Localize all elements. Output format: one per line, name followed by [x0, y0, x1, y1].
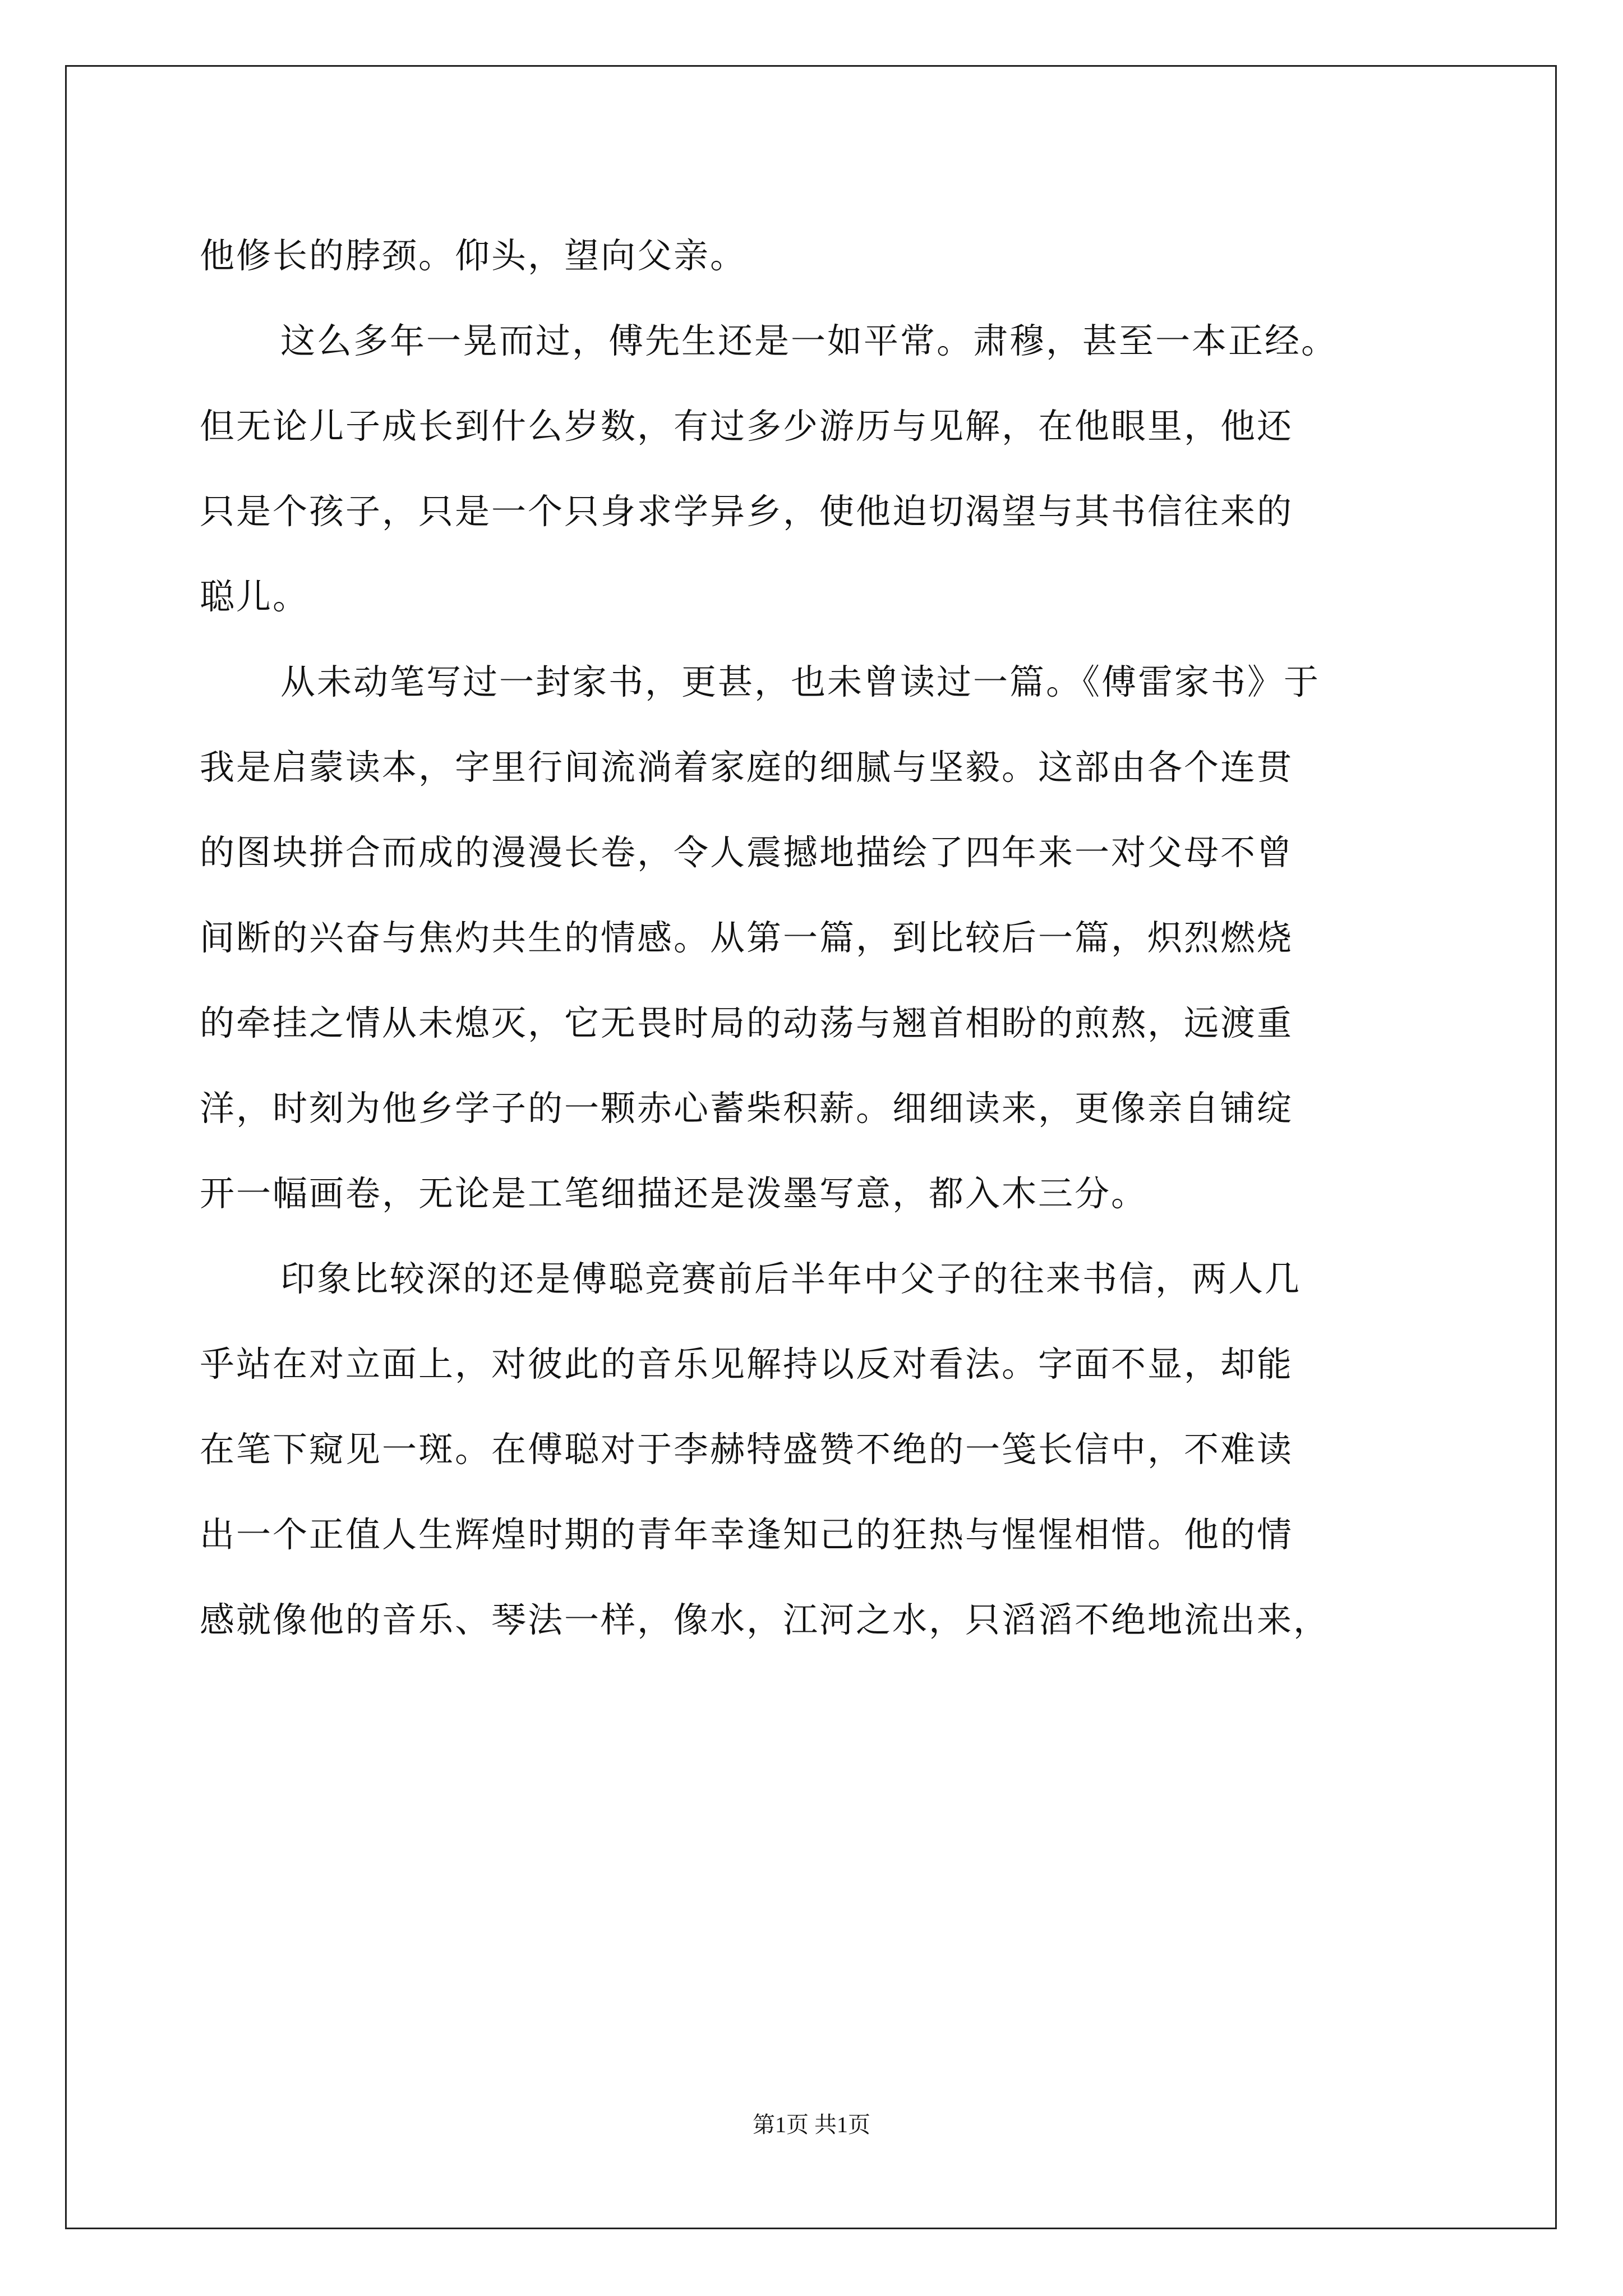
text-line: 洋，时刻为他乡学子的一颗赤心蓄柴积薪。细细读来，更像亲自铺绽: [200, 1088, 1294, 1129]
text-line: 乎站在对立面上，对彼此的音乐见解持以反对看法。字面不显，却能: [200, 1343, 1294, 1384]
document-body: [200, 213, 1422, 1663]
paragraph-first-line: 这么多年一晃而过，傅先生还是一如平常。肃穆，甚至一本正经。: [280, 320, 1338, 361]
text-line: 聪儿。: [200, 576, 310, 617]
text-line: 我是启蒙读本，字里行间流淌着家庭的细腻与坚毅。这部由各个连贯: [200, 747, 1294, 788]
paragraph-first-line: 从未动笔写过一封家书，更甚，也未曾读过一篇。《傅雷家书》于: [280, 661, 1321, 702]
text-line: 开一幅画卷，无论是工笔细描还是泼墨写意，都入木三分。: [200, 1173, 1148, 1214]
text-line: 感就像他的音乐、琴法一样，像水，江河之水，只滔滔不绝地流出来，: [200, 1599, 1330, 1640]
text-line: 的牵挂之情从未熄灭，它无畏时局的动荡与翘首相盼的煎熬，远渡重: [200, 1002, 1294, 1043]
text-line: 在笔下窥见一斑。在傅聪对于李赫特盛赞不绝的一笺长信中，不难读: [200, 1429, 1294, 1470]
text-line: 出一个正值人生辉煌时期的青年幸逢知己的狂热与惺惺相惜。他的情: [200, 1514, 1294, 1555]
page-number-footer: 第1页 共1页: [753, 2112, 870, 2137]
text-line: 他修长的脖颈。仰头，望向父亲。: [200, 235, 747, 276]
text-line: 间断的兴奋与焦灼共生的情感。从第一篇，到比较后一篇，炽烈燃烧: [200, 917, 1294, 958]
text-line: 的图块拼合而成的漫漫长卷，令人震撼地描绘了四年来一对父母不曾: [200, 832, 1294, 873]
text-line: 但无论儿子成长到什么岁数，有过多少游历与见解，在他眼里，他还: [200, 406, 1294, 447]
text-line: 只是个孩子，只是一个只身求学异乡，使他迫切渴望与其书信往来的: [200, 491, 1294, 532]
paragraph-first-line: 印象比较深的还是傅聪竞赛前后半年中父子的往来书信，两人几: [280, 1258, 1302, 1299]
